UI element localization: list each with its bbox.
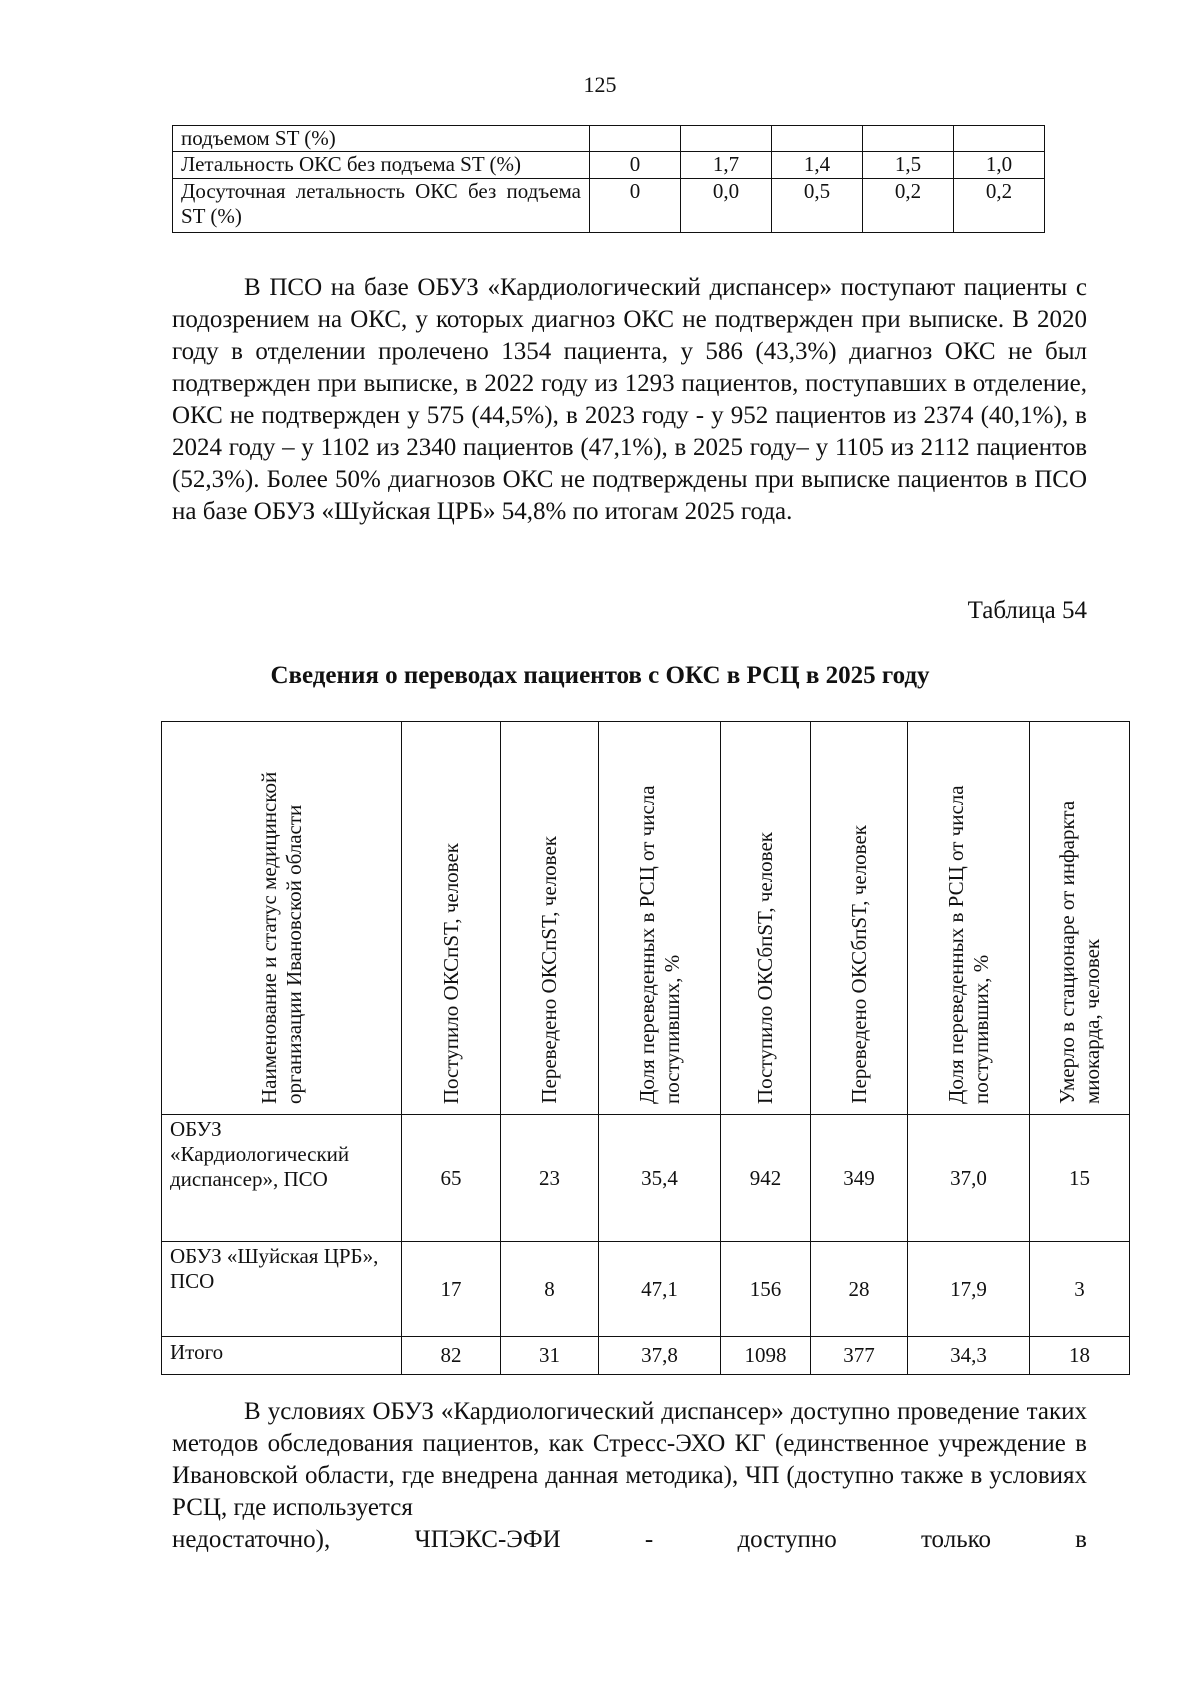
org-name-cell: ОБУЗ «Шуйская ЦРБ», ПСО bbox=[162, 1242, 402, 1337]
table-cell: 156 bbox=[721, 1242, 811, 1337]
table-cell: 1,5 bbox=[863, 152, 954, 179]
row-label: подъемом ST (%) bbox=[173, 126, 590, 152]
table-cell: 17 bbox=[402, 1242, 501, 1337]
table-cell bbox=[772, 126, 863, 152]
mortality-table-continuation bbox=[172, 125, 1045, 233]
table-cell: 18 bbox=[1030, 1337, 1130, 1375]
table-caption: Таблица 54 bbox=[967, 597, 1087, 624]
table-cell: 15 bbox=[1030, 1115, 1130, 1242]
table-cell: 349 bbox=[811, 1115, 908, 1242]
table-cell: 0,0 bbox=[681, 179, 772, 233]
table-cell: 0,2 bbox=[954, 179, 1045, 233]
table-cell: 0,2 bbox=[863, 179, 954, 233]
table-cell: 1,0 bbox=[954, 152, 1045, 179]
paragraph-text: В условиях ОБУЗ «Кардиологический диспансер» доступно проведение таких методов обследования пациентов, как Стресс-ЭХО КГ (единственное учреждение в Ивановской области, где внедрена данная методика), ЧП (доступно также в условиях РСЦ, где используется bbox=[172, 1398, 1087, 1521]
column-header: Поступило ОКСпST, человек bbox=[402, 722, 501, 1115]
table-cell: 82 bbox=[402, 1337, 501, 1375]
table-cell: 47,1 bbox=[599, 1242, 721, 1337]
table-row bbox=[173, 179, 1045, 233]
table-cell: 942 bbox=[721, 1115, 811, 1242]
org-name-cell: ОБУЗ «Кардиологический диспансер», ПСО bbox=[162, 1115, 402, 1242]
paragraph-last-line: недостаточно), ЧПЭКС-ЭФИ - доступно только в bbox=[172, 1526, 1087, 1553]
column-header: Доля переведенных в РСЦ от числа поступивших, % bbox=[599, 722, 721, 1115]
column-header: Умерло в стационаре от инфаркта миокарда, человек bbox=[1030, 722, 1130, 1115]
table-row bbox=[162, 1242, 1130, 1337]
table-cell bbox=[590, 126, 681, 152]
table-cell: 8 bbox=[501, 1242, 599, 1337]
table-cell: 1,7 bbox=[681, 152, 772, 179]
table-cell: 1098 bbox=[721, 1337, 811, 1375]
row-label: Досуточная летальность ОКС без подъема ST (%) bbox=[173, 179, 590, 233]
table-cell: 37,8 bbox=[599, 1337, 721, 1375]
column-header: Наименование и статус медицинской организации Ивановской области bbox=[162, 722, 402, 1115]
table-cell: 34,3 bbox=[908, 1337, 1030, 1375]
column-header: Поступило ОКСбпST, человек bbox=[721, 722, 811, 1115]
table-row bbox=[162, 1115, 1130, 1242]
table-cell: 65 bbox=[402, 1115, 501, 1242]
table-title: Сведения о переводах пациентов с ОКС в РСЦ в 2025 году bbox=[270, 662, 930, 689]
paragraph: В ПСО на базе ОБУЗ «Кардиологический диспансер» поступают пациенты с подозрением на ОКС, у которых диагноз ОКС не подтвержден при выписке. В 2020 году в отделении пролечено 1354 пациента, у 586 (43,3%) диагноз ОКС не был подтвержден при выписке, в 2022 году из 1293 пациентов, поступавших в отделение, ОКС не подтвержден у 575 (44,5%), в 2023 году - у 952 пациентов из 2374 (40,1%), в 2024 году – у 1102 из 2340 пациентов (47,1%), в 2025 году– у 1105 из 2112 пациентов (52,3%). Более 50% диагнозов ОКС не подтверждены при выписке пациентов в ПСО на базе ОБУЗ «Шуйская ЦРБ» 54,8% по итогам 2025 года. bbox=[172, 274, 1087, 525]
row-label: Летальность ОКС без подъема ST (%) bbox=[173, 152, 590, 179]
table-cell: 31 bbox=[501, 1337, 599, 1375]
table-row bbox=[162, 1337, 1130, 1375]
org-name-cell: Итого bbox=[162, 1337, 402, 1375]
table-cell: 37,0 bbox=[908, 1115, 1030, 1242]
column-header: Доля переведенных в РСЦ от числа поступивших, % bbox=[908, 722, 1030, 1115]
table-cell bbox=[681, 126, 772, 152]
table-cell: 3 bbox=[1030, 1242, 1130, 1337]
table-cell: 0 bbox=[590, 179, 681, 233]
page-number: 125 bbox=[583, 72, 617, 97]
table-cell: 0,5 bbox=[772, 179, 863, 233]
table-row bbox=[173, 152, 1045, 179]
table-cell: 28 bbox=[811, 1242, 908, 1337]
table-cell: 23 bbox=[501, 1115, 599, 1242]
table-header-row bbox=[162, 722, 1130, 1115]
table-cell: 35,4 bbox=[599, 1115, 721, 1242]
table-cell bbox=[863, 126, 954, 152]
column-header: Переведено ОКСбпST, человек bbox=[811, 722, 908, 1115]
table-cell bbox=[954, 126, 1045, 152]
paragraph bbox=[172, 1396, 1087, 1556]
table-cell: 377 bbox=[811, 1337, 908, 1375]
table-cell: 1,4 bbox=[772, 152, 863, 179]
column-header: Переведено ОКСпST, человек bbox=[501, 722, 599, 1115]
table-cell: 17,9 bbox=[908, 1242, 1030, 1337]
transfers-table bbox=[161, 721, 1130, 1375]
table-cell: 0 bbox=[590, 152, 681, 179]
table-row bbox=[173, 126, 1045, 152]
